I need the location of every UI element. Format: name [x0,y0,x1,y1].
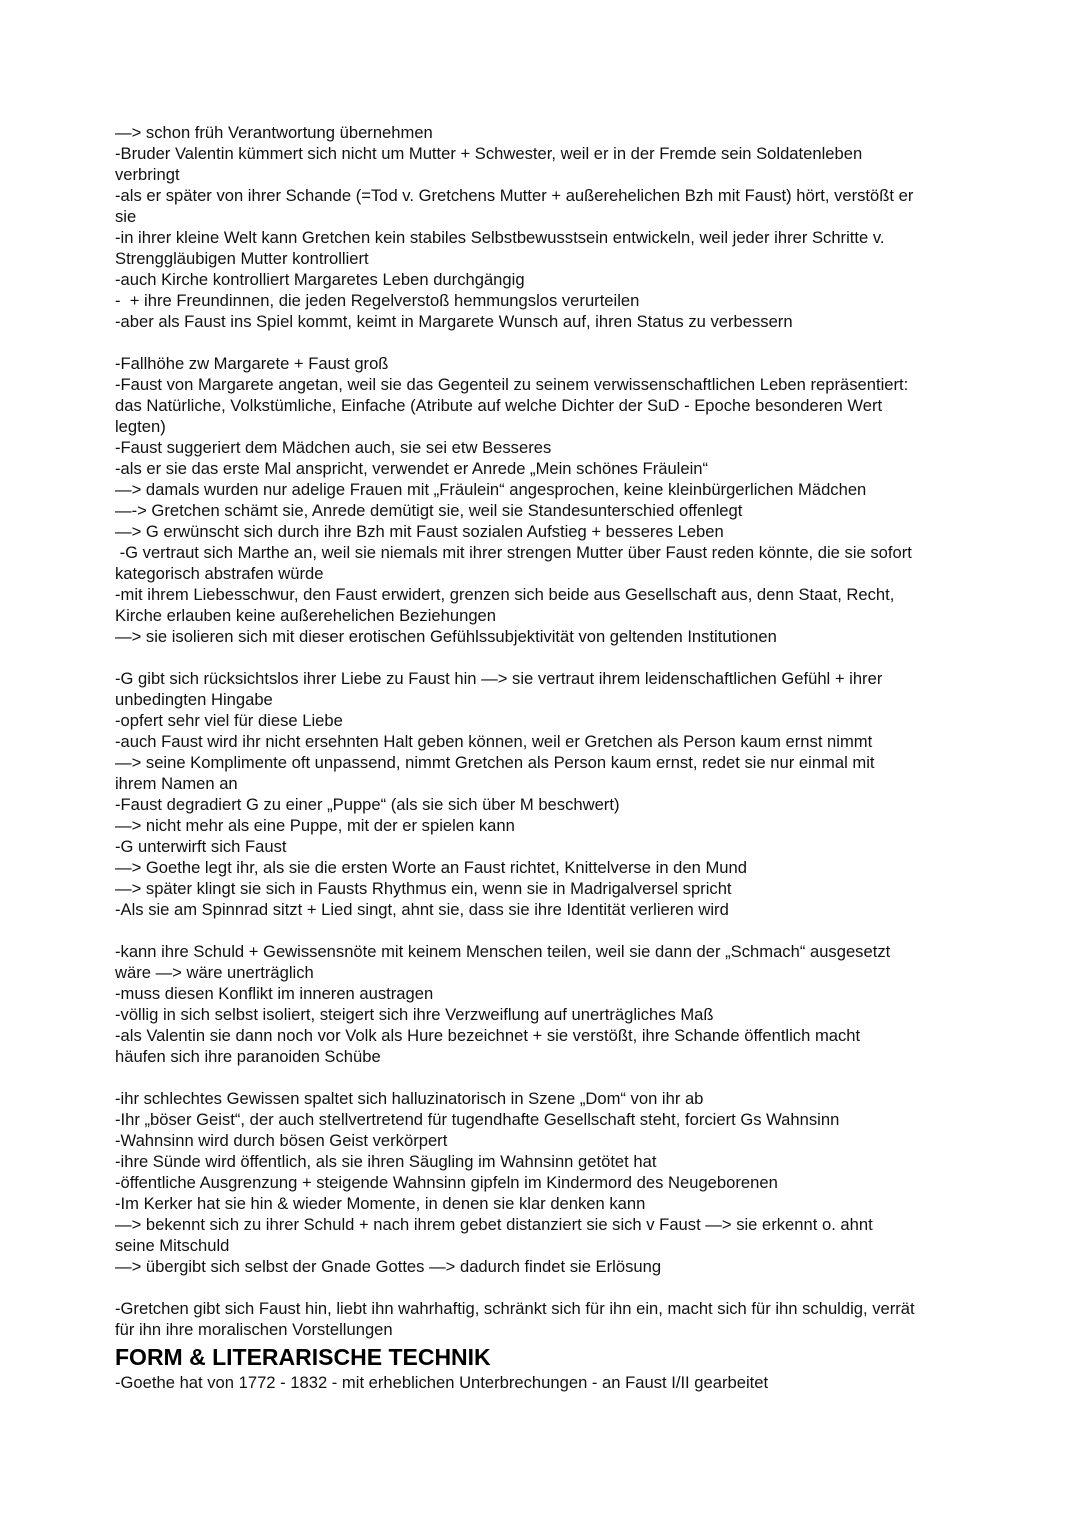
text-line: -Goethe hat von 1772 - 1832 - mit erheblichen Unterbrechungen - an Faust I/II gearbeitet [115,1373,769,1392]
text-line: -aber als Faust ins Spiel kommt, keimt in Margarete Wunsch auf, ihren Status zu verbessern [115,312,793,331]
text-line: —> G erwünscht sich durch ihre Bzh mit Faust sozialen Aufstieg + besseres Leben [115,522,724,541]
text-line: -als er später von ihrer Schande (=Tod v. Gretchens Mutter + außerehelichen Bzh mit Faust) hört, verstößt er [115,186,914,205]
paragraph [115,941,985,1067]
paragraph-gap [115,332,985,353]
text-line: -Bruder Valentin kümmert sich nicht um Mutter + Schwester, weil er in der Fremde sein Soldatenleben [115,144,863,163]
text-line: —> seine Komplimente oft unpassend, nimmt Gretchen als Person kaum ernst, redet sie nur einmal mit [115,753,875,772]
text-line: -ihre Sünde wird öffentlich, als sie ihren Säugling im Wahnsinn getötet hat [115,1152,657,1171]
document-page [115,122,985,1393]
text-line: unbedingten Hingabe [115,690,273,709]
text-line: -auch Faust wird ihr nicht ersehnten Halt geben können, weil er Gretchen als Person kaum ernst nimmt [115,732,873,751]
text-line: -Ihr „böser Geist“, der auch stellvertretend für tugendhafte Gesellschaft steht, forciert Gs Wahnsinn [115,1110,840,1129]
text-line: wäre —> wäre unerträglich [115,963,314,982]
text-line: -Faust suggeriert dem Mädchen auch, sie sei etw Besseres [115,438,552,457]
text-line: Strenggläubigen Mutter kontrolliert [115,249,369,268]
text-line: —> sie isolieren sich mit dieser erotischen Gefühlssubjektivität von geltenden Institutionen [115,627,777,646]
text-line: das Natürliche, Volkstümliche, Einfache (Atribute auf welche Dichter der SuD - Epoche besonderen Wert [115,396,883,415]
notes-body [115,122,985,1340]
text-line: -Gretchen gibt sich Faust hin, liebt ihn wahrhaftig, schränkt sich für ihn ein, macht sich für ihn schuldig, verrät [115,1299,915,1318]
paragraph-gap [115,1067,985,1088]
text-line: -als Valentin sie dann noch vor Volk als Hure bezeichnet + sie verstößt, ihre Schande öffentlich macht [115,1026,861,1045]
paragraph [115,353,985,647]
text-line: —> damals wurden nur adelige Frauen mit „Fräulein“ angesprochen, keine kleinbürgerlichen Mädchen [115,480,867,499]
text-line: verbringt [115,165,180,184]
text-line: —> schon früh Verantwortung übernehmen [115,123,433,142]
text-line: legten) [115,417,166,436]
text-line: —> später klingt sie sich in Fausts Rhythmus ein, wenn sie in Madrigalversel spricht [115,879,732,898]
text-line: - + ihre Freundinnen, die jeden Regelverstoß hemmungslos verurteilen [115,291,640,310]
text-line: für ihn ihre moralischen Vorstellungen [115,1320,393,1339]
text-line: sie [115,207,137,226]
text-line: -völlig in sich selbst isoliert, steigert sich ihre Verzweiflung auf unerträgliches Maß [115,1005,714,1024]
paragraph [115,1088,985,1277]
text-line: -Wahnsinn wird durch bösen Geist verkörpert [115,1131,448,1150]
paragraph-gap [115,1277,985,1298]
text-line: -kann ihre Schuld + Gewissensnöte mit keinem Menschen teilen, weil sie dann der „Schmach“ ausgesetzt [115,942,891,961]
text-line: —> Goethe legt ihr, als sie die ersten Worte an Faust richtet, Knittelverse in den Mund [115,858,747,877]
text-line: seine Mitschuld [115,1236,230,1255]
section-body [115,1372,985,1393]
paragraph [115,1298,985,1340]
text-line: -ihr schlechtes Gewissen spaltet sich halluzinatorisch in Szene „Dom“ von ihr ab [115,1089,704,1108]
text-line: —> bekennt sich zu ihrer Schuld + nach ihrem gebet distanziert sie sich v Faust —> sie erkennt o. ahnt [115,1215,873,1234]
text-line: -muss diesen Konflikt im inneren austragen [115,984,434,1003]
text-line: -G vertraut sich Marthe an, weil sie niemals mit ihrer strengen Mutter über Faust reden könnte, die sie sofort [115,543,912,562]
text-line: -G gibt sich rücksichtslos ihrer Liebe zu Faust hin —> sie vertraut ihrem leidenschaftlichen Gefühl + ihrer [115,669,883,688]
text-line: —> nicht mehr als eine Puppe, mit der er spielen kann [115,816,515,835]
text-line: -Als sie am Spinnrad sitzt + Lied singt, ahnt sie, dass sie ihre Identität verlieren wird [115,900,729,919]
paragraph-gap [115,920,985,941]
text-line: Kirche erlauben keine außerehelichen Beziehungen [115,606,496,625]
text-line: -auch Kirche kontrolliert Margaretes Leben durchgängig [115,270,525,289]
paragraph-gap [115,647,985,668]
paragraph [115,668,985,920]
text-line: -in ihrer kleine Welt kann Gretchen kein stabiles Selbstbewusstsein entwickeln, weil jeder ihrer Schritte v. [115,228,885,247]
section-heading: FORM & LITERARISCHE TECHNIK [115,1344,491,1370]
text-line: häufen sich ihre paranoiden Schübe [115,1047,381,1066]
text-line: -Im Kerker hat sie hin & wieder Momente, in denen sie klar denken kann [115,1194,646,1213]
text-line: kategorisch abstrafen würde [115,564,324,583]
text-line: -als er sie das erste Mal anspricht, verwendet er Anrede „Mein schönes Fräulein“ [115,459,709,478]
paragraph [115,122,985,332]
text-line: -G unterwirft sich Faust [115,837,287,856]
text-line: -öffentliche Ausgrenzung + steigende Wahnsinn gipfeln im Kindermord des Neugeborenen [115,1173,778,1192]
text-line: —-> Gretchen schämt sie, Anrede demütigt sie, weil sie Standesunterschied offenlegt [115,501,743,520]
text-line: -Faust degradiert G zu einer „Puppe“ (als sie sich über M beschwert) [115,795,620,814]
text-line: —> übergibt sich selbst der Gnade Gottes —> dadurch findet sie Erlösung [115,1257,662,1276]
text-line: -mit ihrem Liebesschwur, den Faust erwidert, grenzen sich beide aus Gesellschaft aus, denn Staat, Recht, [115,585,895,604]
text-line: -Faust von Margarete angetan, weil sie das Gegenteil zu seinem verwissenschaftlichen Leben repräsentiert: [115,375,909,394]
text-line: -Fallhöhe zw Margarete + Faust groß [115,354,389,373]
text-line: -opfert sehr viel für diese Liebe [115,711,343,730]
text-line: ihrem Namen an [115,774,238,793]
